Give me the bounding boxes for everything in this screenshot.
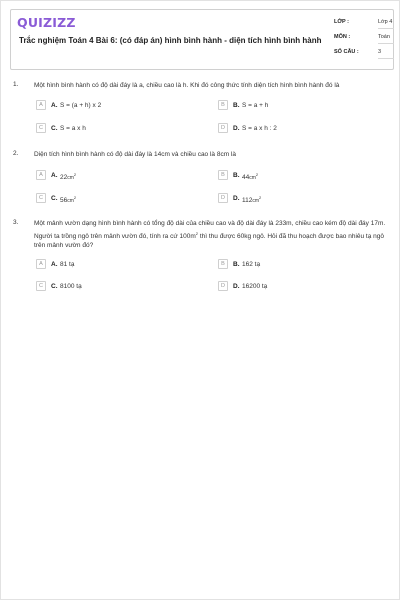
q1-option-b[interactable] — [218, 100, 388, 112]
q3-option-d[interactable] — [218, 281, 388, 293]
answer-checkbox[interactable]: D — [218, 193, 228, 203]
answer-checkbox[interactable]: B — [218, 259, 228, 269]
option-value: 112 — [242, 196, 253, 204]
meta-class-label: LỚP : — [334, 19, 349, 25]
option-text — [242, 195, 261, 204]
option-unit: cm — [249, 174, 256, 181]
option-unit: cm — [252, 197, 260, 204]
option-letter: D. — [233, 194, 240, 202]
q3-option-c[interactable] — [36, 281, 206, 293]
q1-option-c[interactable] — [36, 123, 206, 135]
q3-option-a[interactable] — [36, 259, 206, 271]
answer-checkbox[interactable]: D — [218, 123, 228, 133]
q1-option-d[interactable] — [218, 123, 388, 135]
q2-option-a[interactable] — [36, 170, 206, 182]
answer-checkbox[interactable]: A — [36, 259, 46, 269]
q2-option-d[interactable] — [218, 193, 388, 205]
option-text — [60, 172, 76, 181]
meta-count-value: 3 — [378, 49, 382, 55]
option-text: 16200 tạ — [242, 282, 268, 290]
meta-subject-label: MÔN : — [334, 34, 351, 40]
option-letter: A. — [51, 171, 58, 179]
question-text: Một hình bình hành có độ dài đáy là a, chiều cao là h. Khi đó công thức tính diện tích hình bình hành đó là — [34, 82, 340, 89]
option-letter: C. — [51, 194, 58, 202]
question-text-part: thì thu được 60kg ngô. Hỏi đã thu hoạch được bao nhiêu tạ ngô trên mảnh vườn đó? — [34, 232, 385, 250]
meta-subject — [334, 34, 394, 46]
question-number: 3. — [13, 219, 19, 226]
option-text: S = (a + h) x 2 — [60, 101, 102, 109]
answer-checkbox[interactable]: A — [36, 100, 46, 110]
option-unit-exponent: 2 — [73, 171, 77, 177]
question-text-exponent: 2 — [195, 230, 199, 236]
option-unit: cm — [67, 197, 74, 204]
quizizz-logo: QUIZIZZ — [17, 15, 76, 30]
option-value: 22 — [60, 173, 68, 181]
question-text-part: Một mảnh vườn dạng hình bình hành có tổng độ dài của chiều cao và độ dài đáy là 233m, chiều cao kém độ dài đáy 17m. Người ta trồng ngô trên mảnh vườn đó, tính ra cứ 100m — [34, 220, 386, 240]
option-text: 81 tạ — [60, 260, 75, 268]
meta-count-underline — [378, 58, 394, 59]
option-letter: C. — [51, 124, 58, 132]
meta-class — [334, 19, 394, 31]
option-letter: B. — [233, 260, 240, 268]
option-text: 8100 tạ — [60, 282, 82, 290]
question-number: 2. — [13, 150, 19, 157]
option-letter: B. — [233, 171, 240, 179]
meta-count-label: SỐ CÂU : — [334, 49, 359, 55]
option-value: 44 — [242, 173, 250, 181]
q1-option-a[interactable] — [36, 100, 206, 112]
answer-checkbox[interactable]: C — [36, 123, 46, 133]
answer-checkbox[interactable]: D — [218, 281, 228, 291]
option-text: S = a x h — [60, 124, 86, 132]
question-text — [34, 219, 388, 251]
meta-subject-underline — [378, 43, 394, 44]
option-text: S = a x h : 2 — [242, 124, 277, 132]
meta-class-underline — [378, 28, 394, 29]
option-text — [242, 172, 258, 181]
option-text: S = a + h — [242, 101, 269, 109]
option-unit: cm — [67, 174, 74, 181]
option-text — [60, 195, 76, 204]
option-text: 162 tạ — [242, 260, 261, 268]
option-letter: D. — [233, 124, 240, 132]
option-unit-exponent: 2 — [73, 194, 77, 200]
option-letter: B. — [233, 101, 240, 109]
option-letter: D. — [233, 282, 240, 290]
meta-count — [334, 49, 394, 61]
meta-class-value: Lớp 4 — [378, 19, 393, 25]
answer-checkbox[interactable]: C — [36, 281, 46, 291]
worksheet-header — [10, 9, 394, 70]
option-letter: A. — [51, 101, 58, 109]
worksheet-title: Trắc nghiệm Toán 4 Bài 6: (có đáp án) hình bình hành - diện tích hình bình hành — [19, 36, 322, 45]
option-letter: C. — [51, 282, 58, 290]
option-unit-exponent: 2 — [255, 171, 259, 177]
answer-checkbox[interactable]: B — [218, 170, 228, 180]
question-text: Diện tích hình bình hành có độ dài đáy là 14cm và chiều cao là 8cm là — [34, 151, 236, 158]
q2-option-b[interactable] — [218, 170, 388, 182]
q3-option-b[interactable] — [218, 259, 388, 271]
question-number: 1. — [13, 81, 19, 88]
option-letter: A. — [51, 260, 58, 268]
meta-subject-value: Toán — [378, 34, 390, 40]
option-unit-exponent: 2 — [259, 194, 262, 200]
answer-checkbox[interactable]: A — [36, 170, 46, 180]
option-value: 56 — [60, 196, 68, 204]
q2-option-c[interactable] — [36, 193, 206, 205]
answer-checkbox[interactable]: C — [36, 193, 46, 203]
answer-checkbox[interactable]: B — [218, 100, 228, 110]
